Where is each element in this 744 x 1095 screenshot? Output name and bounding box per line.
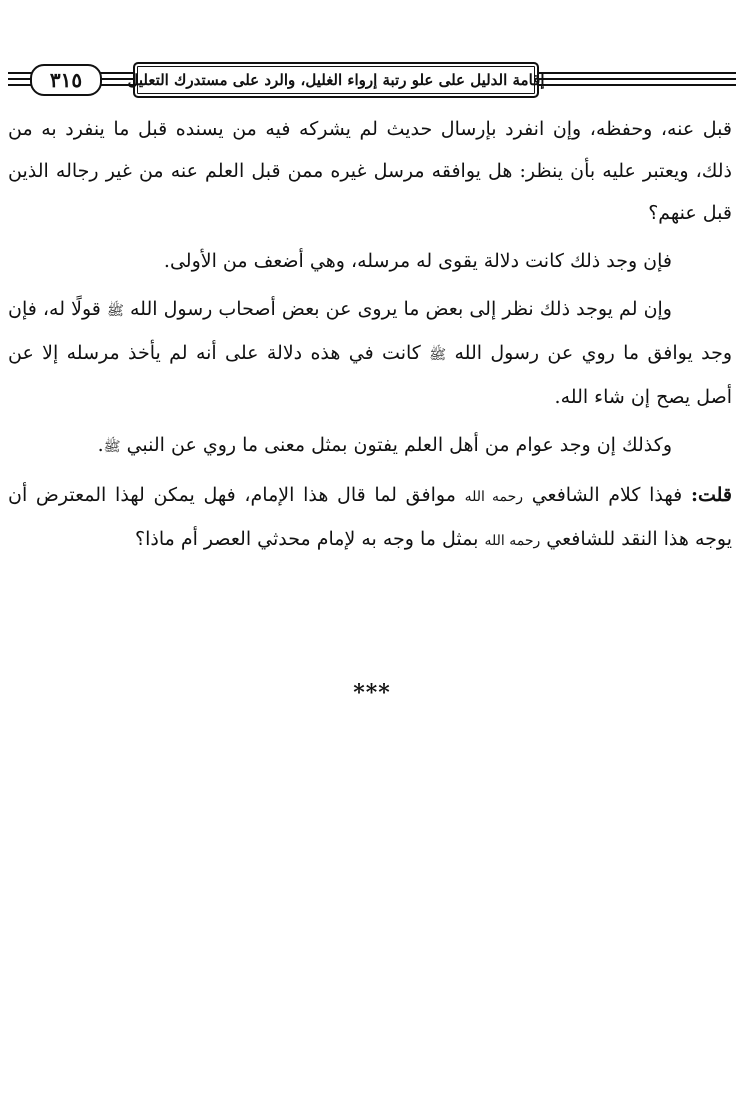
- book-title: إقامة الدليل على علو رتبة إرواء الغليل، والرد على مستدرك التعليل: [133, 62, 539, 98]
- honorific-glyph: رحمه الله: [484, 533, 541, 549]
- paragraph-2: فإن وجد ذلك كانت دلالة يقوى له مرسله، وهي أضعف من الأولى.: [163, 250, 672, 272]
- page-header: [8, 60, 736, 100]
- paragraph-5: [8, 474, 732, 562]
- paragraph-4: [8, 424, 732, 468]
- paragraph-4-end: .: [97, 434, 104, 456]
- paragraph-5-text-b: موافق لما قال هذا الإمام، فهل يمكن لهذا المعترض أن يوجه هذا النقد للشافعي: [8, 484, 732, 550]
- paragraph-3-text-a: وإن لم يوجد ذلك نظر إلى بعض ما يروى عن بعض أصحاب رسول الله: [129, 298, 672, 320]
- paragraph-3: [8, 288, 732, 418]
- honorific-glyph: ﷺ: [106, 303, 124, 319]
- paragraph-3-text-b: قولًا له، فإن وجد يوافق ما روي عن رسول الله: [8, 298, 733, 364]
- paragraph-4-text: وكذلك إن وجد عوام من أهل العلم يفتون بمثل معنى ما روي عن النبي: [126, 434, 672, 456]
- paragraph-5-text-c: بمثل ما وجه به لإمام محدثي العصر أم ماذا؟: [135, 528, 479, 550]
- paragraph-1: قبل عنه، وحفظه، وإن انفرد بإرسال حديث لم يشركه فيه من يسنده قبل ما ينفرد به من ذلك، ويعتبر عليه بأن ينظر: هل يوافقه مرسل غيره ممن قبل العلم عنه من غير رجاله الذين قبل عنهم؟: [8, 118, 732, 224]
- page-number: ٣١٥: [30, 64, 102, 96]
- honorific-glyph: رحمه الله: [464, 489, 523, 505]
- honorific-glyph: ﷺ: [429, 347, 447, 363]
- qultu-label: قلت:: [690, 484, 732, 506]
- paragraph-3-text-c: كانت في هذه دلالة على أنه لم يأخذ مرسله إلا عن أصل يصح إن شاء الله.: [8, 342, 732, 408]
- section-separator: ***: [353, 680, 391, 706]
- page-body: [8, 108, 732, 568]
- honorific-glyph: ﷺ: [103, 439, 121, 455]
- paragraph-5-text-a: فهذا كلام الشافعي: [531, 484, 683, 506]
